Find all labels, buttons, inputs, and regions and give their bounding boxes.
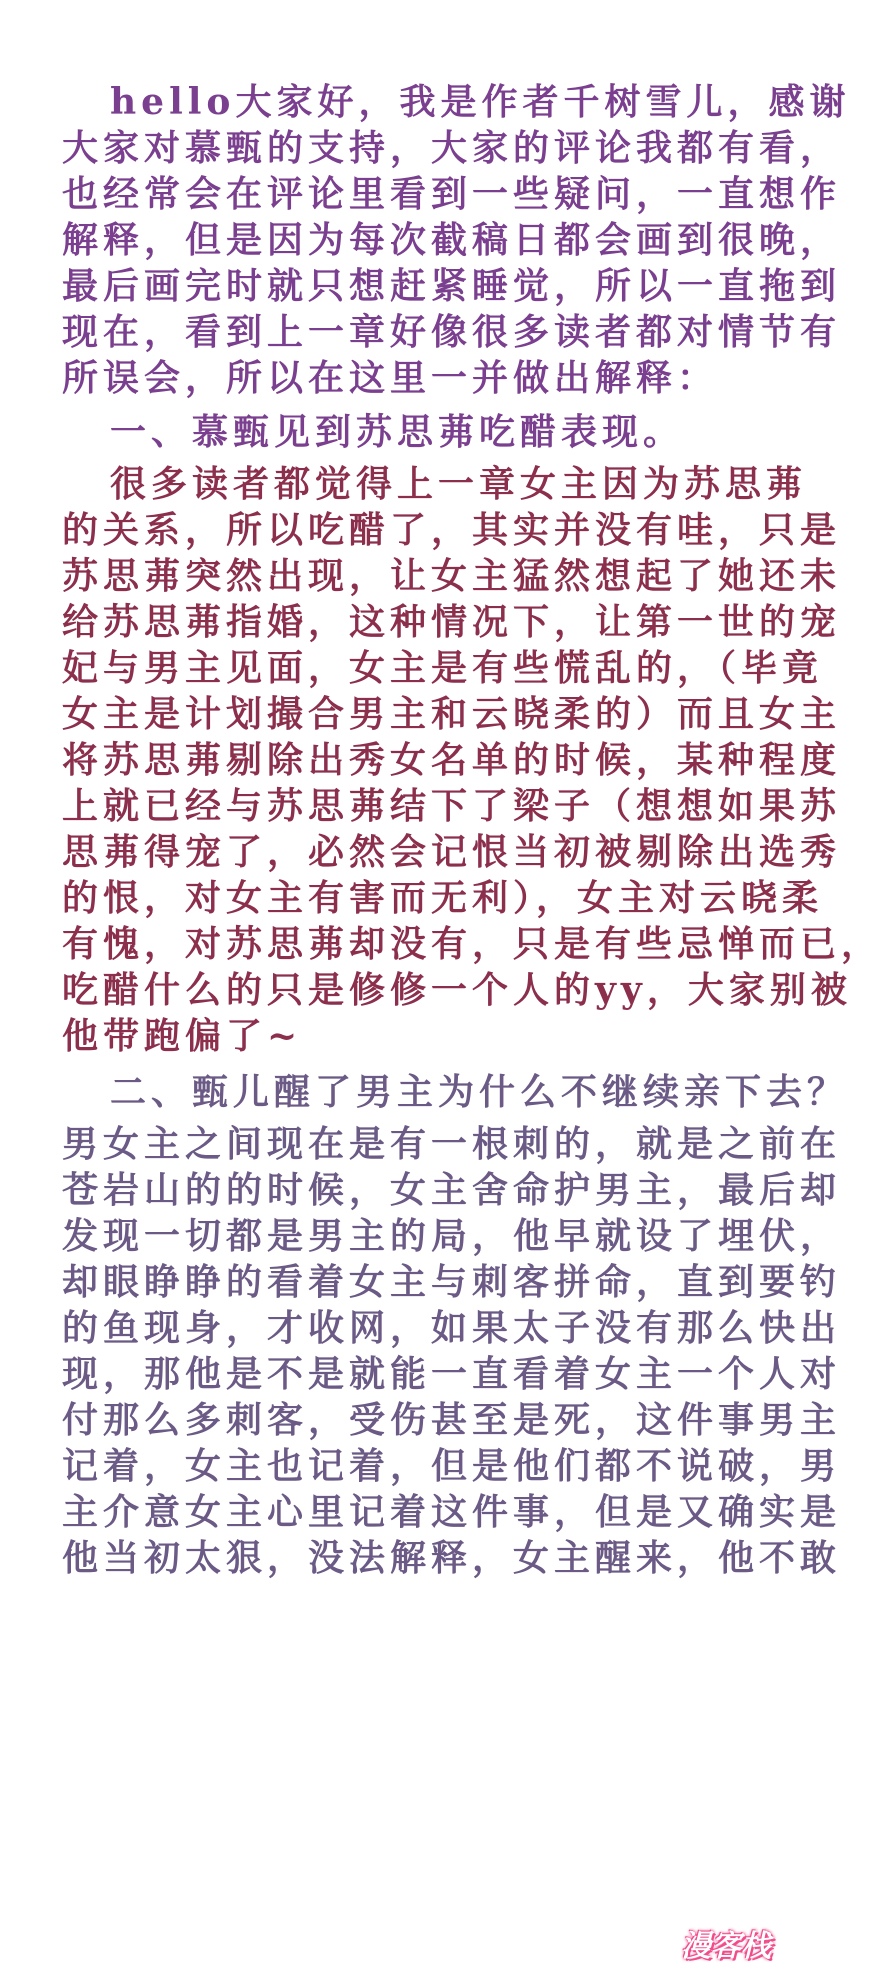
- section1-line: 思茀得宠了，必然会记恨当初被剔除出选秀: [62, 831, 842, 873]
- section2-line: 的鱼现身，才收网，如果太子没有那么快出: [62, 1307, 842, 1349]
- intro-line: 大家对慕甄的支持，大家的评论我都有看，: [62, 127, 842, 169]
- intro-line: 也经常会在评论里看到一些疑问，一直想作: [62, 173, 842, 215]
- watermark-logo: 漫客栈: [681, 1929, 771, 1964]
- section2-line: 现，那他是不是就能一直看着女主一个人对: [62, 1353, 842, 1395]
- section1-line: 有愧，对苏思茀却没有，只是有些忌惮而已，: [62, 923, 882, 965]
- section2-line: 苍岩山的的时候，女主舍命护男主，最后却: [62, 1169, 842, 1211]
- section1-line: 上就已经与苏思茀结下了梁子（想想如果苏: [62, 785, 842, 827]
- section1-line: 的关系，所以吃醋了，其实并没有哇，只是: [62, 509, 842, 551]
- intro-line: hello大家好，我是作者千树雪儿，感谢: [110, 81, 851, 123]
- section1-line: 给苏思茀指婚，这种情况下，让第一世的宠: [62, 601, 842, 643]
- section2-line: 付那么多刺客，受伤甚至是死，这件事男主: [62, 1399, 842, 1441]
- section2-line: 他当初太狠，没法解释，女主醒来，他不敢: [62, 1537, 842, 1579]
- section1-line: 妃与男主见面，女主是有些慌乱的，（毕竟: [62, 647, 824, 689]
- section1-line: 将苏思茀剔除出秀女名单的时候，某种程度: [62, 739, 842, 781]
- section1-line: 他带跑偏了~: [62, 1015, 303, 1057]
- intro-line: 所误会，所以在这里一并做出解释：: [62, 357, 719, 399]
- intro-line: 最后画完时就只想赶紧睡觉，所以一直拖到: [62, 265, 842, 307]
- section1-line: 的恨，对女主有害而无利），女主对云晓柔: [62, 877, 824, 919]
- section2-line: 男女主之间现在是有一根刺的，就是之前在: [62, 1123, 842, 1165]
- section1-line: 很多读者都觉得上一章女主因为苏思茀: [110, 463, 808, 505]
- section2-line: 记着，女主也记着，但是他们都不说破，男: [62, 1445, 842, 1487]
- section1-line: 吃醋什么的只是修修一个人的yy，大家别被: [62, 969, 852, 1011]
- section2-line: 发现一切都是男主的局，他早就设了埋伏，: [62, 1215, 842, 1257]
- intro-line: 解释，但是因为每次截稿日都会画到很晚，: [62, 219, 842, 261]
- section-heading-1: 一、慕甄见到苏思茀吃醋表现。: [110, 411, 685, 453]
- section1-line: 女主是计划撮合男主和云晓柔的）而且女主: [62, 693, 842, 735]
- section1-line: 苏思茀突然出现，让女主猛然想起了她还未: [62, 555, 842, 597]
- intro-line: 现在，看到上一章好像很多读者都对情节有: [62, 311, 842, 353]
- section2-line: 却眼睁睁的看着女主与刺客拼命，直到要钓: [62, 1261, 842, 1303]
- section2-line: 主介意女主心里记着这件事，但是又确实是: [62, 1491, 842, 1533]
- section-heading-2: 二、甄儿醒了男主为什么不继续亲下去？: [110, 1071, 849, 1113]
